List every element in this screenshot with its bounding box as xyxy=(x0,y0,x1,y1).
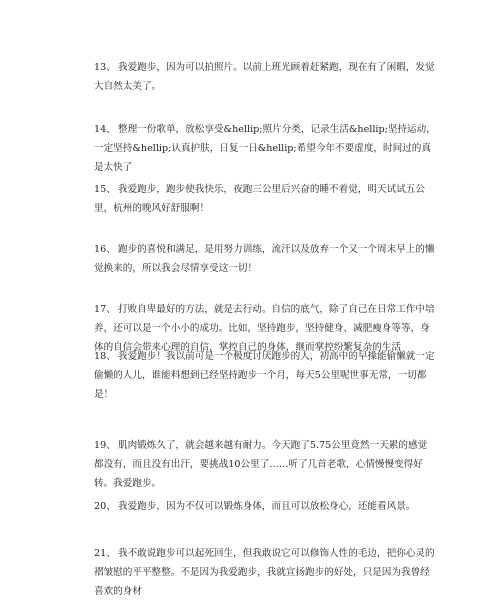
entry-15 xyxy=(94,180,436,218)
entry-text: 打败自卑最好的方法，就是去行动。自信的底气，除了自己在日常工作中培养，还可以是一个小小的成功。比如，坚持跑步，坚持健身、减肥瘦身等等，身体的自信会带来心理的自信，掌控自己的身体，继而掌控纷繁复杂的生活 xyxy=(94,304,435,353)
entry-number: 13、 xyxy=(94,62,116,73)
entry-text: 我爱跑步，因为可以拍照片。以前上班光顾着赶紧跑，现在有了闲暇，发觉大自然太美了。 xyxy=(94,62,435,92)
entry-text: 我不敢说跑步可以起死回生，但我敢说它可以修饰人性的毛边，把你心灵的褶皱慰的平平整整。不是因为我爱跑步，我就宣扬跑步的好处，只是因为我曾经喜欢的身材 xyxy=(94,548,435,597)
entry-text: 整理一份歌单，放松享受&hellip;照片分类，记录生活&hellip;坚持运动，一定坚持&hellip;认真护肤，日复一日&hellip;希望今年不要虚度，时间过的真是太快了 xyxy=(94,124,436,173)
entry-number: 19、 xyxy=(94,440,116,451)
entry-19 xyxy=(94,436,436,493)
entry-text: 跑步的喜悦和满足，是用努力训练，流汗以及放弃一个又一个周末早上的懒觉换来的，所以我会尽情享受这一切！ xyxy=(94,244,435,274)
entry-number: 18、 xyxy=(94,351,116,362)
entry-20 xyxy=(94,497,436,516)
entry-number: 14、 xyxy=(94,124,116,135)
entry-text: 我爱跑步，跑步使我快乐，夜跑三公里后兴奋的睡不着觉，明天试试五公里，杭州的晚风好舒服啊！ xyxy=(94,184,425,214)
entry-number: 16、 xyxy=(94,244,116,255)
entry-text: 肌肉锻炼久了，就会越来越有耐力。今天跑了5.75公里竟然一天累的感觉都没有，而且没有出汗，要挑战10公里了……听了几首老歌，心情慢慢变得好转。我爱跑步。 xyxy=(94,440,428,489)
entry-number: 15、 xyxy=(94,184,116,195)
entry-18 xyxy=(94,347,436,404)
entry-16 xyxy=(94,240,436,278)
entry-13 xyxy=(94,58,436,96)
entry-14 xyxy=(94,120,436,177)
entry-number: 17、 xyxy=(94,304,116,315)
entry-number: 20、 xyxy=(94,501,116,512)
entry-text: 我爱跑步，因为不仅可以锻炼身体，而且可以放松身心，还能看风景。 xyxy=(118,501,416,512)
entry-number: 21、 xyxy=(94,548,116,559)
entry-text: 我爱跑步！我以前可是一个极度讨厌跑步的人，初高中的早操能偷懒就一定偷懒的人儿，谁能料想到已经坚持跑步一个月，每天5公里呢世事无常，一切都是！ xyxy=(94,351,435,400)
entry-21 xyxy=(94,544,436,601)
